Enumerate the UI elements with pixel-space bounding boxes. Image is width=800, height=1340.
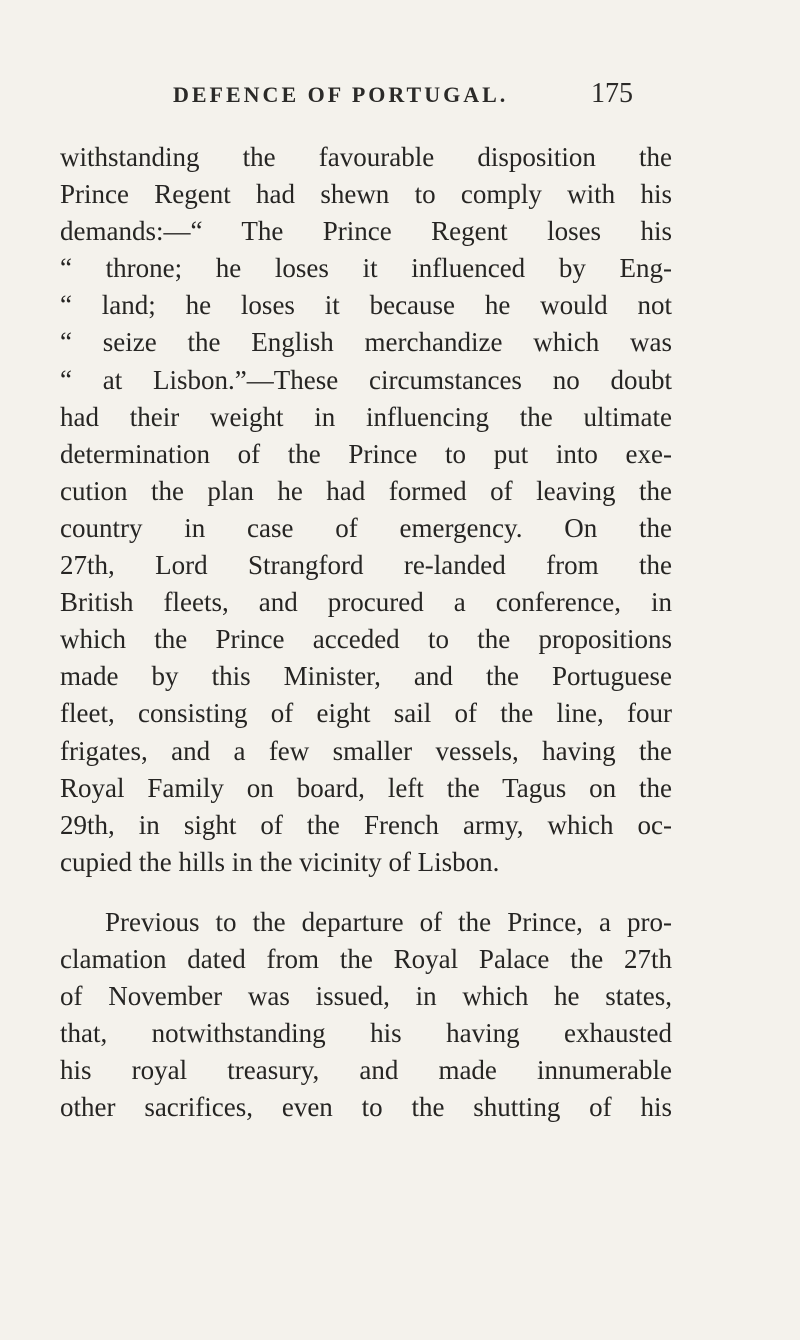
text-line: cution the plan he had formed of leaving the (60, 475, 672, 506)
text-line: fleet, consisting of eight sail of the line, four (60, 698, 672, 729)
text-line: frigates, and a few smaller vessels, having the (60, 735, 672, 766)
text-line: “ seize the English merchandize which was (60, 327, 672, 358)
text-line: cupied the hills in the vicinity of Lisbon. (60, 846, 500, 877)
text-line: determination of the Prince to put into exe- (60, 438, 672, 469)
text-line: of November was issued, in which he states, (60, 981, 672, 1012)
text-line: “ throne; he loses it influenced by Eng- (60, 253, 672, 284)
paragraph-spacer (60, 881, 672, 904)
page-number: 175 (591, 78, 633, 109)
running-header (0, 78, 800, 114)
text-line: had their weight in influencing the ultimate (60, 401, 672, 432)
text-line: demands:—“ The Prince Regent loses his (60, 216, 672, 247)
text-line: that, notwithstanding his having exhausted (60, 1018, 672, 1049)
text-line: Royal Family on board, left the Tagus on the (60, 772, 672, 803)
text-line: 27th, Lord Strangford re-landed from the (60, 550, 672, 581)
text-line: country in case of emergency. On the (60, 512, 672, 543)
text-line: clamation dated from the Royal Palace the 27th (60, 943, 672, 974)
text-line: Previous to the departure of the Prince, a pro- (105, 906, 672, 937)
paragraph-1 (60, 139, 672, 881)
text-line: “ at Lisbon.”—These circumstances no doubt (60, 364, 672, 395)
running-title: DEFENCE OF PORTUGAL. (173, 82, 509, 107)
text-line: which the Prince acceded to the propositions (60, 624, 672, 655)
text-line: his royal treasury, and made innumerable (60, 1055, 672, 1086)
body-text (60, 139, 672, 1126)
text-line: Prince Regent had shewn to comply with his (60, 179, 672, 210)
text-line: made by this Minister, and the Portuguese (60, 661, 672, 692)
text-line: other sacrifices, even to the shutting of his (60, 1092, 672, 1123)
text-line: 29th, in sight of the French army, which oc- (60, 809, 672, 840)
text-line: British fleets, and procured a conference, in (60, 587, 672, 618)
text-line: withstanding the favourable disposition the (60, 142, 672, 172)
text-line: “ land; he loses it because he would not (60, 290, 672, 321)
paragraph-2 (60, 904, 672, 1127)
